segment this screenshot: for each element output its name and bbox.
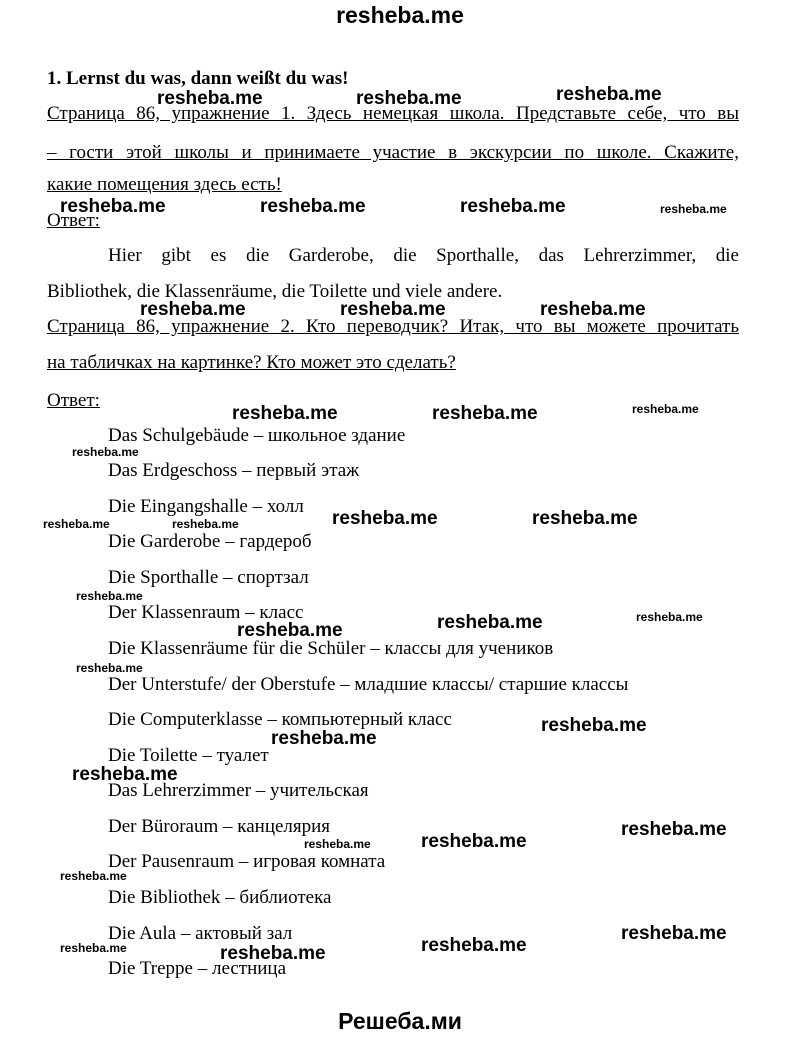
vocabulary-item: Die Aula – актовый зал [108, 923, 293, 944]
section-title: 1. Lernst du was, dann weißt du was! [47, 68, 349, 89]
watermark: resheba.me [421, 935, 527, 956]
vocabulary-item: Die Bibliothek – библиотека [108, 887, 332, 908]
vocabulary-item: Die Garderobe – гардероб [108, 531, 312, 552]
watermark: resheba.me [157, 88, 263, 109]
vocabulary-item: Der Klassenraum – класс [108, 602, 304, 623]
watermark: resheba.me [140, 299, 246, 320]
watermark: resheba.me [332, 508, 438, 529]
vocabulary-item: Die Computerklasse – компьютерный класс [108, 709, 452, 730]
watermark: resheba.me [356, 88, 462, 109]
watermark: resheba.me [432, 403, 538, 424]
watermark: resheba.me [271, 728, 377, 749]
watermark: resheba.me [541, 715, 647, 736]
watermark: resheba.me [556, 84, 662, 105]
vocabulary-item: Das Lehrerzimmer – учительская [108, 780, 369, 801]
watermark: resheba.me [72, 764, 178, 785]
site-footer-title: Решеба.ми [338, 1008, 462, 1034]
watermark: resheba.me [421, 831, 527, 852]
exercise1-answer-line: Hier gibt es die Garderobe, die Sporthalle, das Lehrerzimmer, die [108, 245, 739, 266]
vocabulary-item: Die Toilette – туалет [108, 745, 269, 766]
site-header-title: resheba.me [336, 2, 464, 28]
watermark: resheba.me [232, 403, 338, 424]
watermark: resheba.me [237, 620, 343, 641]
watermark: resheba.me [60, 196, 166, 217]
vocabulary-item: Das Erdgeschoss – первый этаж [108, 460, 360, 481]
exercise1-task-line: какие помещения здесь есть! [47, 174, 282, 195]
exercise2-task-line: Страница 86, упражнение 2. Кто переводчик? Итак, что вы можете прочитать [47, 316, 739, 337]
exercise1-answer-line: Bibliothek, die Klassenräume, die Toilette und viele andere. [47, 281, 503, 302]
watermark: resheba.me [437, 612, 543, 633]
vocabulary-item: Die Sporthalle – спортзал [108, 567, 309, 588]
watermark: resheba.me [632, 402, 699, 416]
vocabulary-item: Der Büroraum – канцелярия [108, 816, 331, 837]
watermark: resheba.me [340, 299, 446, 320]
watermark: resheba.me [621, 923, 727, 944]
vocabulary-item: Das Schulgebäude – школьное здание [108, 425, 406, 446]
exercise2-task-line: на табличках на картинке? Кто может это сделать? [47, 352, 456, 373]
watermark: resheba.me [621, 819, 727, 840]
watermark: resheba.me [60, 941, 127, 955]
watermark: resheba.me [43, 517, 110, 531]
vocabulary-item: Der Pausenraum – игровая комната [108, 851, 386, 872]
exercise1-task-line: – гости этой школы и принимаете участие в экскурсии по школе. Скажите, [47, 142, 739, 163]
vocabulary-item: Die Treppe – лестница [108, 958, 287, 979]
watermark: resheba.me [460, 196, 566, 217]
watermark: resheba.me [72, 445, 139, 459]
vocabulary-item: Die Eingangshalle – холл [108, 496, 304, 517]
watermark: resheba.me [540, 299, 646, 320]
watermark: resheba.me [172, 517, 239, 531]
exercise2-answer-label: Ответ: [47, 390, 100, 411]
watermark: resheba.me [304, 837, 371, 851]
watermark: resheba.me [660, 202, 727, 216]
watermark: resheba.me [260, 196, 366, 217]
watermark: resheba.me [636, 610, 703, 624]
watermark: resheba.me [532, 508, 638, 529]
watermark: resheba.me [60, 869, 127, 883]
watermark: resheba.me [76, 589, 143, 603]
watermark: resheba.me [76, 661, 143, 675]
exercise1-task-line: Страница 86, упражнение 1. Здесь немецкая школа. Представьте себе, что вы [47, 103, 739, 124]
watermark: resheba.me [220, 943, 326, 964]
vocabulary-item: Der Unterstufe/ der Oberstufe – младшие классы/ старшие классы [108, 674, 629, 695]
exercise1-answer-label: Ответ: [47, 210, 100, 231]
vocabulary-item: Die Klassenräume für die Schüler – классы для учеников [108, 638, 554, 659]
